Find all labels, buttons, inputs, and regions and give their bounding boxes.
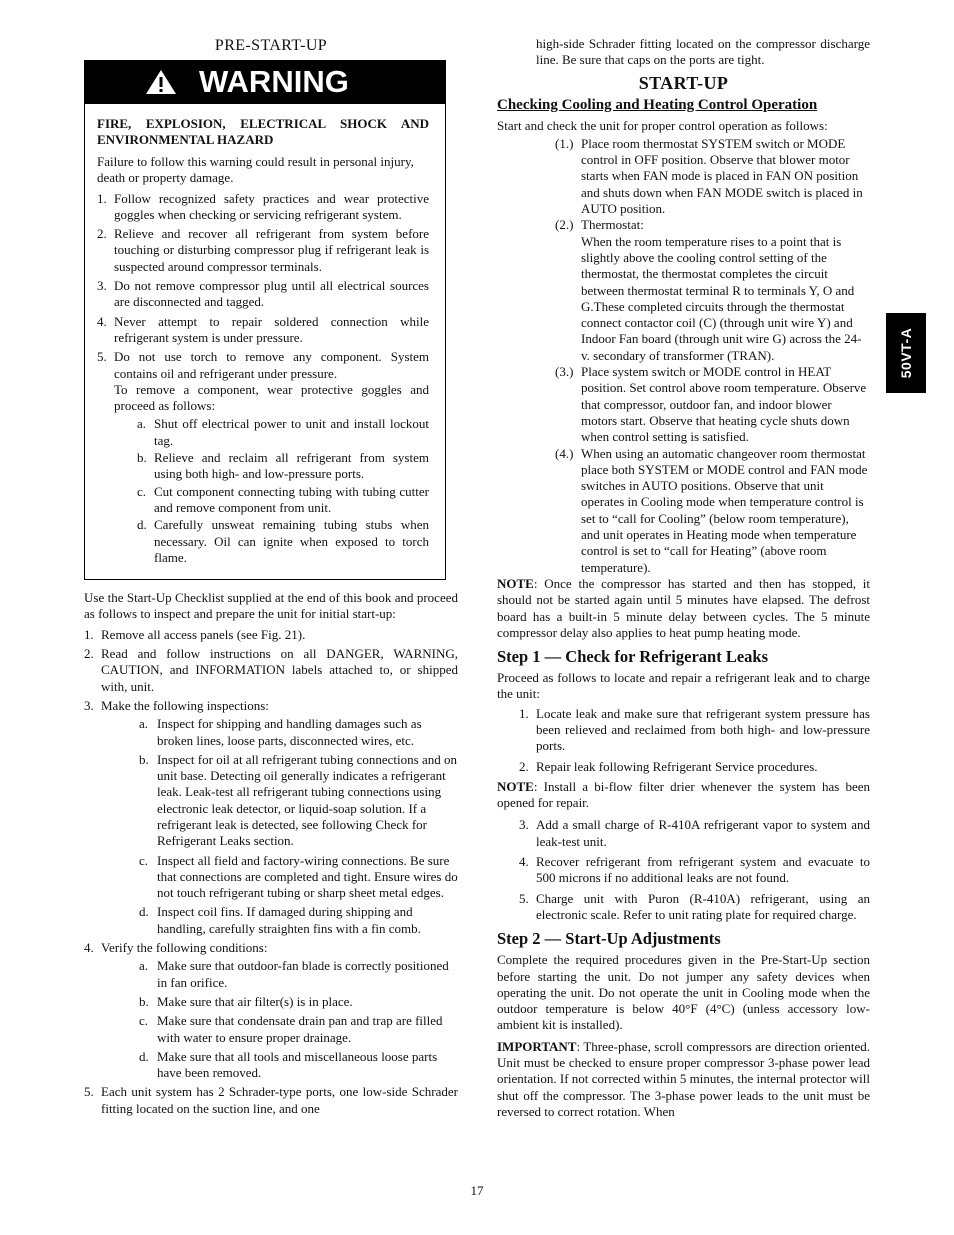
step-item: 2. Read and follow instructions on all DANGER, WARNING, CAUTION, and INFORMATION labels attached to, or shipped with, unit. (84, 646, 458, 694)
warning-item: 5. Do not use torch to remove any component. System contains oil and refrigerant under pressure. To remove a component, wear protective goggles and proceed as follows: a. Shut off electrical power to unit and install lockout tag. b. Relieve and reclaim all refrigerant from system using both high- and low-pressure ports. c. Cut component connecting tubing with tubing cutter and remove component from unit. d. Carefully unsweat remaining tubing stubs when necessary. Oil can ignite when exposed to torch flame. (97, 349, 429, 565)
inspection-item: b. Inspect for oil at all refrigerant tubing connections and on unit base. Detecting oil generally indicates a refrigerant leak. Leak-test all refrigerant tubing connections using electronic leak detector, or liquid-soap solution. If a refrigerant leak is detected, see following Check for Refrigerant Leaks section. (139, 751, 457, 849)
condition-item: b. Make sure that air filter(s) is in place. (139, 993, 353, 1009)
step-item: 3. Make the following inspections: a. Inspect for shipping and handling damages such as broken lines, loose parts, disconnected wires, etc. b. Inspect for oil at all refrigerant tubing connections and on unit base. Detecting oil generally indicates a refrigerant leak. Leak-test all refrigerant tubing connections using electronic leak detector, or liquid-soap solution. If a refrigerant leak is detected, see following Check for Refrigerant Leaks section. c. Inspect all field and factory-wiring connections. Be sure that connections are completed and tight. Ensure wires do not touch refrigerant tubing or sharp sheet metal edges. d. Inspect coil fins. If damaged during shipping and handling, carefully straighten fins with a fin comb. (84, 697, 458, 936)
warning-header (84, 60, 446, 104)
warning-intro: Failure to follow this warning could result in personal injury, death or property damage. (97, 154, 414, 186)
warning-item: 3. Do not remove compressor plug until all electrical sources are disconnected and tagged. (97, 278, 429, 310)
warning-sub-item: b. Relieve and reclaim all refrigerant from system using both high- and low-pressure ports. (137, 450, 429, 482)
important-note: IMPORTANT: Three-phase, scroll compressors are direction oriented. Unit must be checked to ensure proper compressor 3-phase power lead orientation. If not corrected within 5 minutes, the internal protector will shut off the compressor. The 3-phase power leads to the unit must be reversed to correct rotation. When (497, 1038, 870, 1119)
left-column (84, 36, 458, 1120)
step2-title: Step 2 — Start-Up Adjustments (497, 929, 721, 949)
note-compressor-delay: NOTE: Once the compressor has started and then has stopped, it should not be started again until 5 minutes have elapsed. The defrost board has a built-in 5 minute delay between cycles. The 5 minute compressor delay also applies to heat pump heating mode. (497, 575, 870, 640)
procedure-item: (1.) Place room thermostat SYSTEM switch or MODE control in OFF position. Observe that blower motor starts when FAN mode is placed in FAN ON position and shuts down when FAN MODE switch is placed in AUTO position. (555, 135, 863, 217)
warning-sub-list (137, 416, 429, 566)
condition-item: c. Make sure that condensate drain pan and trap are filled with water to ensure proper drainage. (139, 1013, 443, 1045)
warning-item: 4. Never attempt to repair soldered connection while refrigerant system is under pressure. (97, 313, 429, 345)
step1-intro: Proceed as follows to locate and repair a refrigerant leak and to charge the unit: (497, 670, 870, 702)
inspection-item: c. Inspect all field and factory-wiring connections. Be sure that connections are completed and tight. Ensure wires do not touch refrigerant tubing or sharp sheet metal edges. (139, 852, 458, 901)
pre-start-up-intro: Use the Start-Up Checklist supplied at the end of this book and proceed as follows to inspect and prepare the unit for initial start-up: (84, 590, 458, 622)
leak-step: 3. Add a small charge of R-410A refrigerant vapor to system and leak-test unit. (519, 817, 870, 849)
step-item: 5. Each unit system has 2 Schrader-type ports, one low-side Schrader fitting located on the suction line, and one (84, 1084, 458, 1116)
inspection-item: d. Inspect coil fins. If damaged during shipping and handling, carefully straighten fins with a fin comb. (139, 904, 421, 936)
procedure-item: (2.) Thermostat: When the room temperature rises to a point that is slightly above the cooling control setting of the thermostat, the thermostat completes the circuit between thermostat terminal R to terminals Y, O and G.These completed circuits through the thermostat connect contactor coil (C) (through unit wire Y) and Indoor Fan board (through unit wire G) across the 24-v. secondary of transformer (TRAN). (555, 217, 862, 363)
leak-step: 2. Repair leak following Refrigerant Service procedures. (519, 758, 818, 774)
schrader-continuation: high-side Schrader fitting located on the compressor discharge line. Be sure that caps on the ports are tight. (536, 36, 870, 68)
warning-sub-item: a. Shut off electrical power to unit and install lockout tag. (137, 416, 429, 448)
inspection-item: a. Inspect for shipping and handling damages such as broken lines, loose parts, disconnected wires, etc. (139, 716, 422, 748)
pre-start-up-title: PRE-START-UP (214, 37, 328, 54)
leak-step: 5. Charge unit with Puron (R-410A) refrigerant, using an electronic scale. Refer to unit rating plate for required charge. (519, 890, 870, 922)
note-filter-drier: NOTE: Install a bi-flow filter drier whenever the system has been opened for repair. (497, 778, 870, 811)
leak-step: 1. Locate leak and make sure that refrigerant system pressure has been relieved and reclaimed from both high- and low-pressure ports. (519, 705, 870, 754)
procedure-item: (3.) Place system switch or MODE control in HEAT position. Set control above room temperature. Observe that compressor, outdoor fan, and indoor blower motors start. Observe that heating cycle shuts down when control setting is satisfied. (555, 364, 867, 445)
warning-triangle-icon (145, 69, 177, 95)
warning-sub-item: c. Cut component connecting tubing with tubing cutter and remove component from unit. (137, 483, 429, 515)
warning-list (97, 191, 429, 567)
page-number: 17 (470, 1183, 484, 1198)
warning-item: 2. Relieve and recover all refrigerant from system before touching or disturbing compressor plug if refrigerant leak is suspected around compressor terminals. (97, 226, 429, 274)
warning-item: 1. Follow recognized safety practices and wear protective goggles when checking or servicing refrigerant system. (97, 190, 429, 222)
condition-item: a. Make sure that outdoor-fan blade is correctly positioned in fan orifice. (139, 958, 449, 990)
start-up-title: START-UP (638, 72, 729, 93)
warning-box (84, 104, 446, 580)
control-intro: Start and check the unit for proper control operation as follows: (497, 117, 828, 133)
conditions-list (139, 958, 458, 1081)
step2-text: Complete the required procedures given in the Pre-Start-Up section before starting the unit. Do not jumper any safety devices when operating the unit. Do not operate the unit in Cooling mode when the outdoor temperature is below 40°F (4°C) (unless accessory low-ambient kit is installed). (497, 952, 870, 1033)
step-item: 1. Remove all access panels (see Fig. 21). (84, 626, 306, 642)
step-item: 4. Verify the following conditions: a. Make sure that outdoor-fan blade is correctly positioned in fan orifice. b. Make sure that air filter(s) is in place. c. Make sure that condensate drain pan and trap are filled with water to ensure proper drainage. d. Make sure that all tools and miscellaneous loose parts have been removed. (84, 940, 458, 1081)
side-tab (886, 313, 926, 393)
inspections-list (139, 716, 458, 937)
warning-label: WARNING (199, 64, 349, 99)
warning-sub-item: d. Carefully unsweat remaining tubing stubs when necessary. Oil can ignite when exposed to torch flame. (137, 517, 429, 565)
control-procedure-list (555, 136, 870, 576)
step1-title: Step 1 — Check for Refrigerant Leaks (497, 647, 768, 667)
leak-steps-list (497, 706, 870, 775)
warning-hazard: FIRE, EXPLOSION, ELECTRICAL SHOCK AND ENVIRONMENTAL HAZARD (97, 116, 429, 147)
condition-item: d. Make sure that all tools and miscellaneous loose parts have been removed. (139, 1048, 438, 1081)
leak-step: 4. Recover refrigerant from refrigerant system and evacuate to 500 microns if no additional leaks are not found. (519, 854, 870, 886)
pre-start-up-steps (84, 627, 458, 1117)
procedure-item: (4.) When using an automatic changeover room thermostat place both SYSTEM or MODE control and FAN mode switches in AUTO positions. Observe that unit operates in Cooling mode when temperature control is set to “call for Cooling” (below room temperature), and unit operates in Heating mode when temperature control is set to “call for Heating” (above room temperature). (555, 445, 868, 575)
side-tab-label: 50VT-A (898, 327, 914, 379)
right-column (497, 36, 870, 1120)
checking-control-title: Checking Cooling and Heating Control Operation (497, 96, 818, 113)
leak-steps-list-continued (497, 817, 870, 923)
